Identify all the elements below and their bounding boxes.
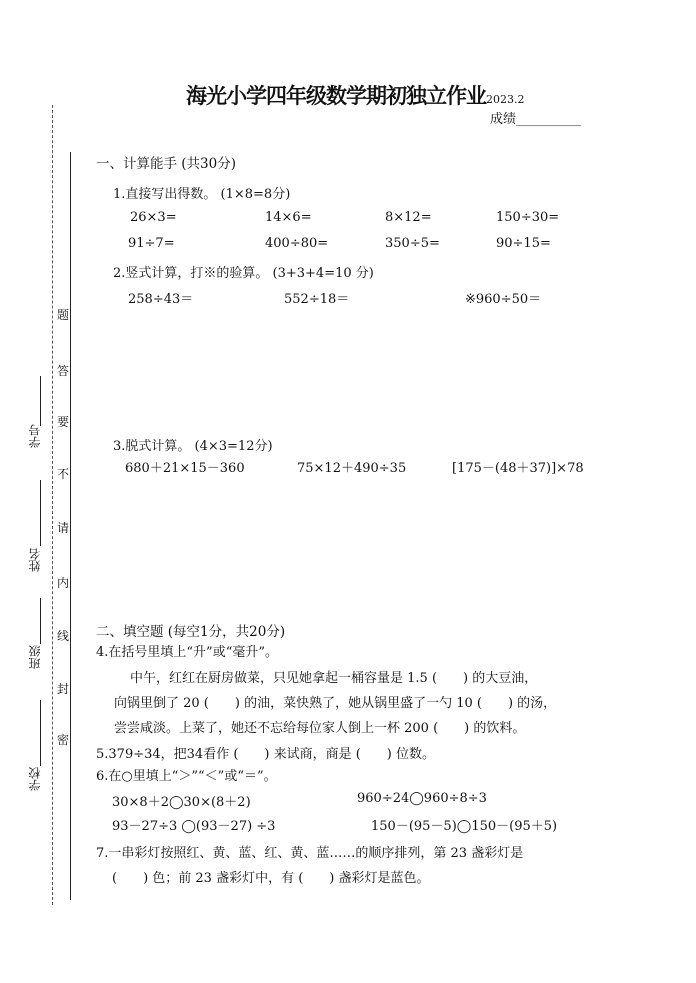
seal-char: 不	[57, 467, 70, 481]
q6-item: 30×8＋2◯30×(8＋2)	[112, 795, 251, 810]
seal-char: 内	[57, 576, 70, 590]
binding-dashed-line	[52, 105, 53, 905]
section1-title: 一、计算能手 (共30分)	[96, 156, 237, 172]
q7-line: 7.一串彩灯按照红、黄、蓝、红、黄、蓝……的顺序排列，第 23 盏彩灯是	[96, 846, 524, 861]
seal-char: 题	[57, 308, 70, 322]
q6-item: 150－(95－5)◯150－(95＋5)	[371, 819, 558, 834]
q3-heading: 3.脱式计算。 (4×3=12分)	[113, 439, 273, 454]
q2-heading: 2.竖式计算，打※的验算。 (3+3+4=10 分)	[113, 266, 374, 281]
seal-char: 要	[57, 415, 70, 429]
score-field[interactable]	[490, 108, 581, 127]
q1-item: 26×3=	[130, 210, 177, 225]
page-title	[186, 80, 525, 110]
q7-line: ( ) 色；前 23 盏彩灯中，有 ( ) 盏彩灯是蓝色。	[112, 871, 430, 886]
school-label: 学校	[28, 767, 42, 791]
seal-char: 密	[57, 733, 70, 747]
q4-line: 向锅里倒了 20 ( ) 的油，菜快熟了，她从锅里盛了一勺 10 ( ) 的汤，	[114, 696, 557, 711]
score-label: 成绩	[490, 112, 517, 127]
binding-solid-line	[70, 152, 71, 900]
q1-item: 90÷15=	[496, 236, 551, 251]
title-text: 海光小学四年级数学期初独立作业	[186, 83, 486, 108]
q1-heading: 1.直接写出得数。 (1×8=8分)	[113, 187, 291, 202]
q5: 5.379÷34，把34看作 ( ) 来试商，商是 ( ) 位数。	[96, 747, 436, 762]
seal-char: 线	[57, 629, 70, 643]
q1-item: 14×6=	[265, 210, 312, 225]
q3-item: [175－(48＋37)]×78	[452, 461, 584, 476]
q3-item: 75×12＋490÷35	[297, 461, 407, 476]
student-id-label: 学号	[28, 424, 42, 448]
q1-item: 8×12=	[385, 210, 432, 225]
q2-item: 258÷43＝	[128, 292, 194, 307]
class-label: 班级	[28, 645, 42, 669]
q6-heading: 6.在○里填上“＞”“＜”或“＝”。	[96, 769, 277, 784]
seal-char: 答	[57, 364, 70, 378]
section2-title: 二、填空题 (每空1分，共20分)	[96, 624, 286, 640]
score-blank[interactable]: __________	[516, 112, 582, 127]
school-blank[interactable]	[40, 700, 41, 766]
q1-item: 150÷30=	[496, 210, 560, 225]
seal-char: 请	[57, 521, 70, 535]
q2-item: ※960÷50＝	[465, 292, 542, 307]
q4-line: 尝尝咸淡。上菜了，她还不忘给每位家人倒上一杯 200 ( ) 的饮料。	[114, 721, 526, 736]
q4-line: 中午，红红在厨房做菜，只见她拿起一桶容量是 1.5 ( ) 的大豆油，	[130, 671, 538, 686]
q1-item: 91÷7=	[128, 236, 175, 251]
q1-item: 350÷5=	[385, 236, 440, 251]
q6-item: 960÷24◯960÷8÷3	[357, 791, 487, 806]
name-label: 姓名	[28, 548, 42, 572]
q4-heading: 4.在括号里填上“升”或“毫升”。	[96, 645, 278, 660]
title-date: 2023.2	[486, 93, 525, 106]
q1-item: 400÷80=	[265, 236, 329, 251]
q2-item: 552÷18＝	[284, 292, 350, 307]
name-blank[interactable]	[40, 480, 41, 546]
seal-char: 封	[57, 682, 70, 696]
q3-item: 680＋21×15－360	[125, 461, 245, 476]
class-blank[interactable]	[40, 598, 41, 644]
q6-item: 93－27÷3 ◯(93－27) ÷3	[112, 819, 276, 834]
student-id-blank[interactable]	[40, 376, 41, 426]
